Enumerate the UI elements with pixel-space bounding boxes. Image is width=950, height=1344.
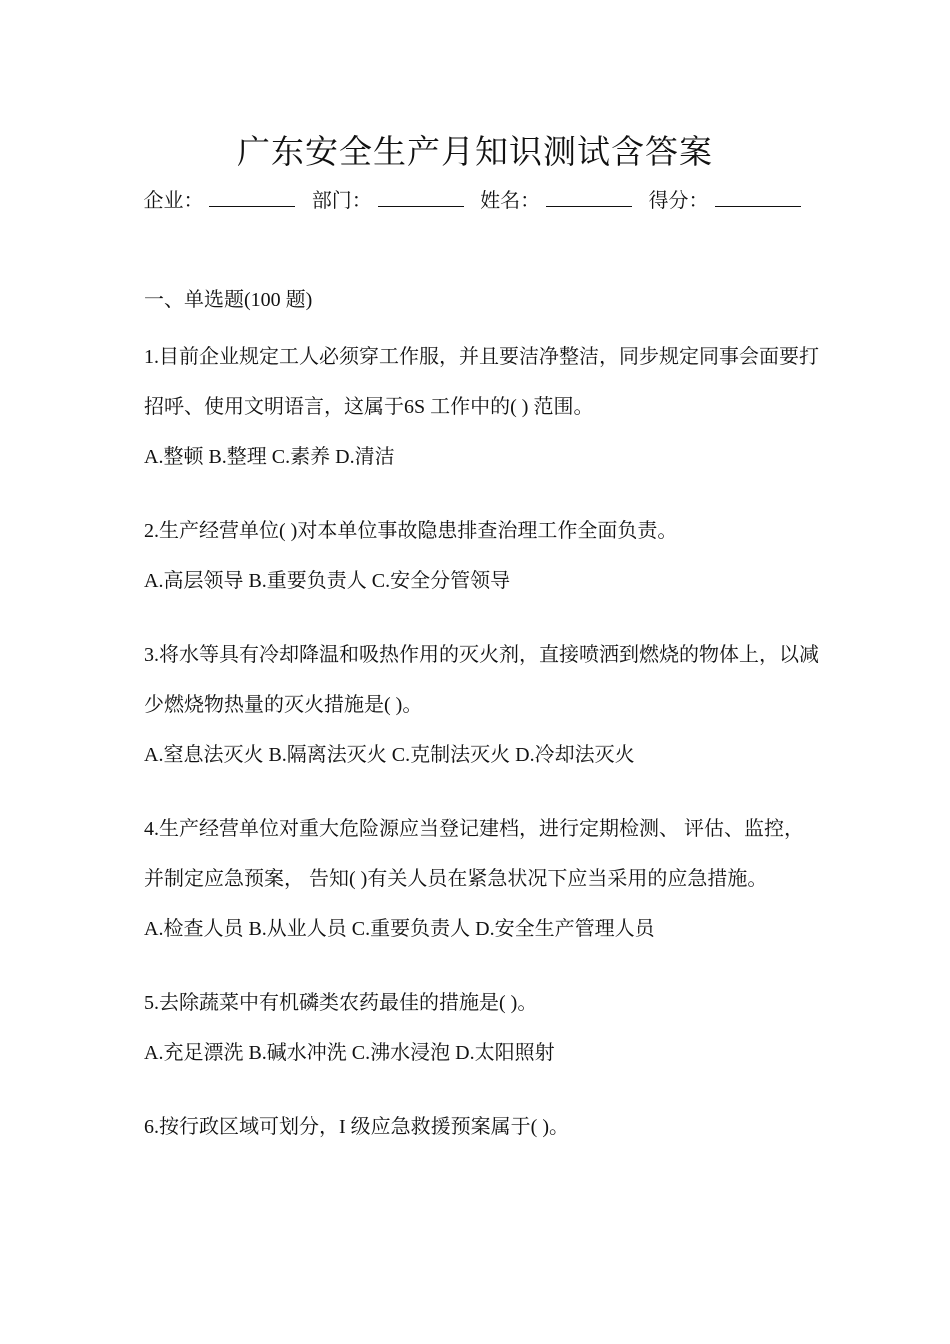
question-options: A.检查人员 B.从业人员 C.重要负责人 D.安全生产管理人员 <box>144 918 655 940</box>
question-stem: 6.按行政区域可划分，I 级应急救援预案属于( )。 <box>144 1116 569 1138</box>
name-blank <box>546 184 632 207</box>
info-field-label: 部门： <box>311 188 372 212</box>
department-blank <box>378 184 464 207</box>
question-stem: 1.目前企业规定工人必须穿工作服，并且要洁净整洁，同步规定同事会面要打招呼、使用文明语言，这属于6S 工作中的( ) 范围。 <box>144 346 819 418</box>
question-options: A.整顿 B.整理 C.素养 D.清洁 <box>144 446 395 468</box>
question-stem: 5.去除蔬菜中有机磷类农药最佳的措施是( )。 <box>144 992 538 1014</box>
question-options: A.窒息法灭火 B.隔离法灭火 C.克制法灭火 D.冷却法灭火 <box>144 744 635 766</box>
info-field-department <box>312 184 470 216</box>
question-stem: 4.生产经营单位对重大危险源应当登记建档，进行定期检测、 评估、监控， 并制定应急预案， 告知( )有关人员在紧急状况下应当采用的应急措施。 <box>144 818 804 890</box>
question-stem: 3.将水等具有冷却降温和吸热作用的灭火剂，直接喷洒到燃烧的物体上，以减少燃烧物热量的灭火措施是( )。 <box>144 644 819 716</box>
company-blank <box>209 184 295 207</box>
document-title: 广东安全生产月知识测试含答案 <box>237 132 713 171</box>
question-options: A.高层领导 B.重要负责人 C.安全分管领导 <box>144 570 511 592</box>
info-field-label: 得分： <box>648 188 709 212</box>
question-3 <box>144 630 824 780</box>
info-field-label: 企业： <box>143 188 204 212</box>
score-blank <box>715 184 801 207</box>
question-content <box>144 282 824 1176</box>
question-options: A.充足漂洗 B.碱水冲洗 C.沸水浸泡 D.太阳照射 <box>144 1042 555 1064</box>
question-stem: 2.生产经营单位( )对本单位事故隐患排查治理工作全面负责。 <box>144 520 678 542</box>
section-heading: 一、单选题(100 题) <box>144 289 313 311</box>
question-6 <box>144 1102 824 1152</box>
info-field-company <box>143 184 301 216</box>
question-4 <box>144 804 824 954</box>
info-field-label: 姓名： <box>480 188 541 212</box>
info-field-name <box>480 184 638 216</box>
question-1 <box>144 332 824 482</box>
question-2 <box>144 506 824 606</box>
info-field-score <box>649 184 807 216</box>
question-5 <box>144 978 824 1078</box>
info-row <box>0 184 950 216</box>
